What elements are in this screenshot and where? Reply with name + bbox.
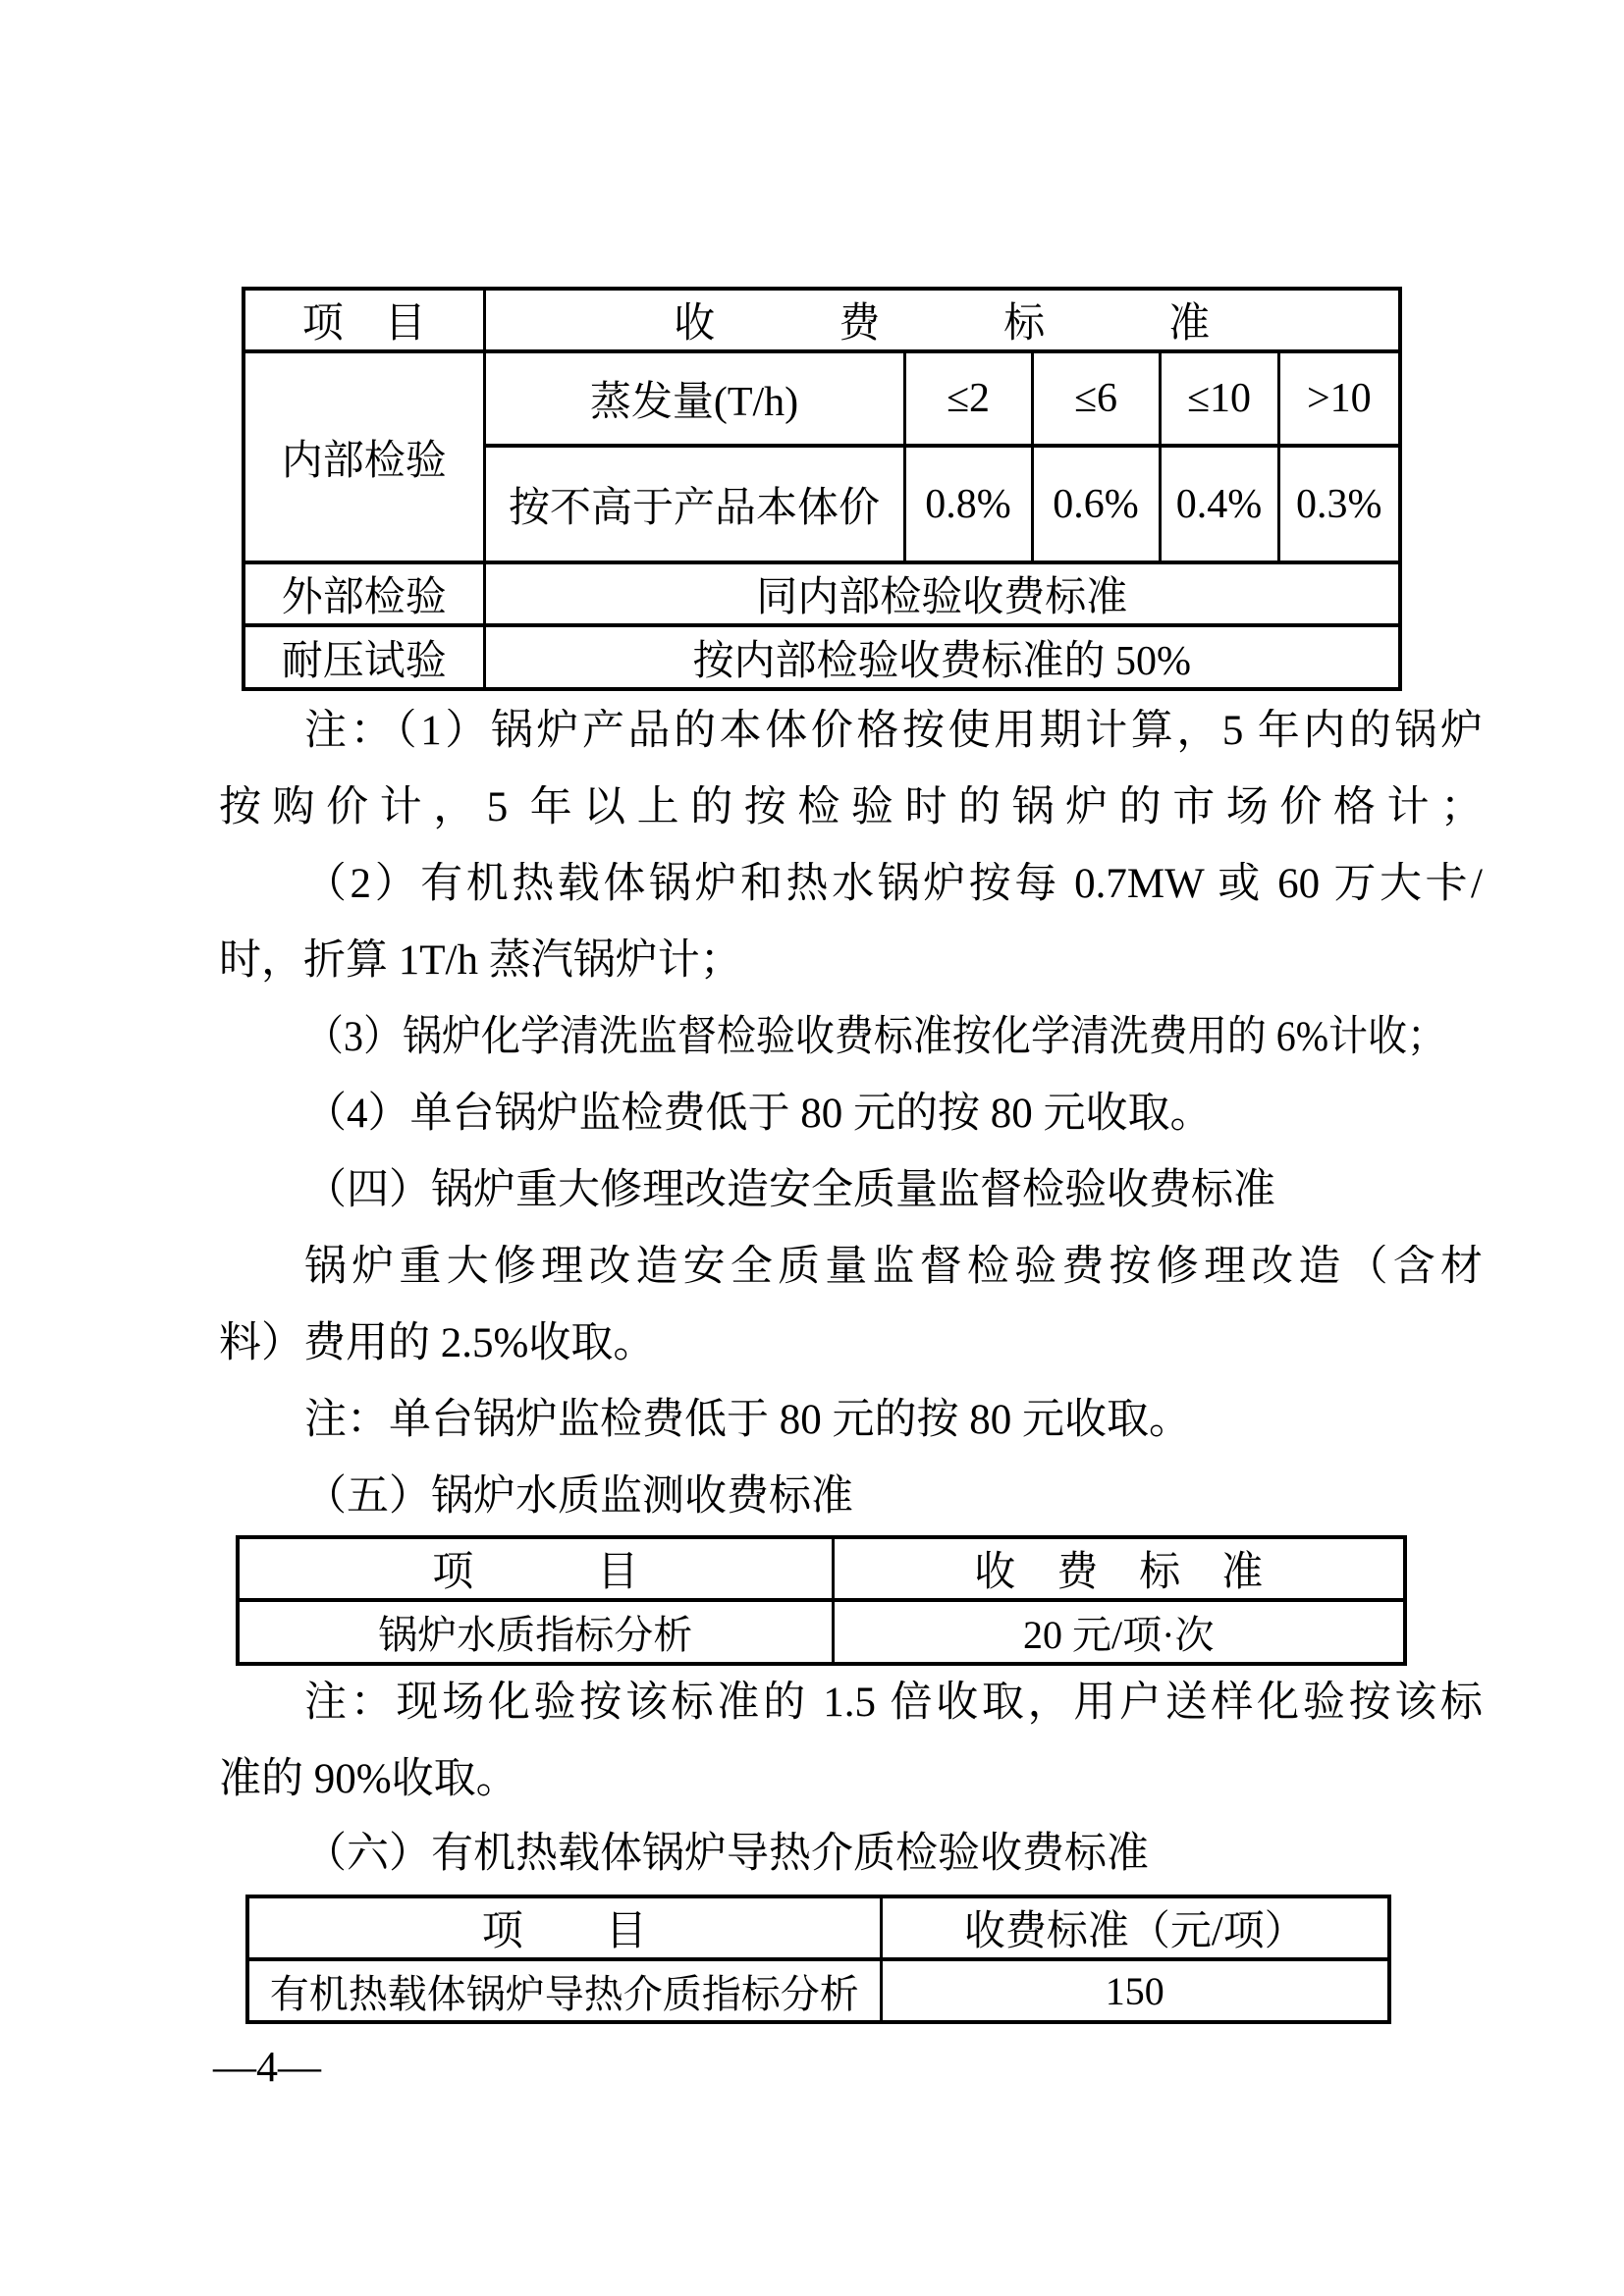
note-line-2: 按购价计，5 年以上的按检验时的锅炉的市场价格计； (219, 785, 1483, 830)
table-header-row (238, 1537, 1405, 1600)
header-cell-standard: 收 费 标 准 (833, 1537, 1405, 1600)
note-line-1: 注：（1）锅炉产品的本体价格按使用期计算，5 年内的锅炉 (304, 709, 1483, 754)
header-cell-standard: 收 费 标 准 (484, 289, 1400, 351)
external-inspection-value: 同内部检验收费标准 (484, 562, 1400, 625)
rate-cell: 0.3% (1278, 446, 1400, 562)
water-analysis-fee: 20 元/项·次 (833, 1600, 1405, 1664)
water-quality-fee-table (236, 1535, 1407, 1666)
note-line-12: 注：现场化验按该标准的 1.5 倍收取，用户送样化验按该标 (304, 1681, 1483, 1726)
evaporation-range-cell: ≤10 (1160, 351, 1278, 446)
rate-cell: 0.8% (904, 446, 1032, 562)
section-heading-5: （五）锅炉水质监测收费标准 (304, 1473, 853, 1520)
medium-analysis-label: 有机热载体锅炉导热介质指标分析 (247, 1959, 881, 2022)
note-line-5: （3）锅炉化学清洗监督检验收费标准按化学清洗费用的 6%计收； (304, 1014, 1447, 1060)
table-row (238, 1600, 1405, 1664)
evaporation-range-cell: ≤2 (904, 351, 1032, 446)
table-header-row (247, 1896, 1389, 1959)
body-line-8: 锅炉重大修理改造安全质量监督检验费按修理改造（含材 (304, 1245, 1483, 1290)
heat-medium-fee-table (245, 1895, 1391, 2024)
header-cell-item: 项 目 (244, 289, 484, 351)
header-cell-item: 项 目 (247, 1896, 881, 1959)
evaporation-label: 蒸发量(T/h) (484, 351, 904, 446)
note-line-3: （2）有机热载体锅炉和热水锅炉按每 0.7MW 或 60 万大卡/ (304, 862, 1483, 907)
section-heading-4: （四）锅炉重大修理改造安全质量监督检验收费标准 (304, 1167, 1275, 1213)
pressure-test-value: 按内部检验收费标准的 50% (484, 625, 1400, 689)
medium-analysis-fee: 150 (881, 1959, 1389, 2022)
internal-inspection-label: 内部检验 (244, 351, 484, 562)
water-analysis-label: 锅炉水质指标分析 (238, 1600, 833, 1664)
body-line-9: 料）费用的 2.5%收取。 (219, 1320, 656, 1366)
note-line-6: （4）单台锅炉监检费低于 80 元的按 80 元收取。 (304, 1091, 1213, 1137)
pressure-test-label: 耐压试验 (244, 625, 484, 689)
section-heading-6: （六）有机热载体锅炉导热介质检验收费标准 (304, 1831, 1149, 1877)
external-inspection-label: 外部检验 (244, 562, 484, 625)
table-row (244, 562, 1400, 625)
evaporation-range-cell: ≤6 (1032, 351, 1160, 446)
rate-cell: 0.6% (1032, 446, 1160, 562)
evaporation-range-cell: >10 (1278, 351, 1400, 446)
page-number: —4— (213, 2043, 321, 2091)
table-row (244, 625, 1400, 689)
header-cell-item: 项 目 (238, 1537, 833, 1600)
base-price-label: 按不高于产品本体价 (484, 446, 904, 562)
table-row (247, 1959, 1389, 2022)
note-line-10: 注：单台锅炉监检费低于 80 元的按 80 元收取。 (304, 1397, 1191, 1443)
table-header-row (244, 289, 1400, 351)
rate-cell: 0.4% (1160, 446, 1278, 562)
boiler-inspection-fee-table (242, 287, 1402, 691)
note-line-13: 准的 90%收取。 (219, 1756, 518, 1802)
note-line-4: 时，折算 1T/h 蒸汽锅炉计； (219, 937, 742, 984)
header-cell-standard: 收费标准（元/项） (881, 1896, 1389, 1959)
table-row (244, 351, 1400, 446)
